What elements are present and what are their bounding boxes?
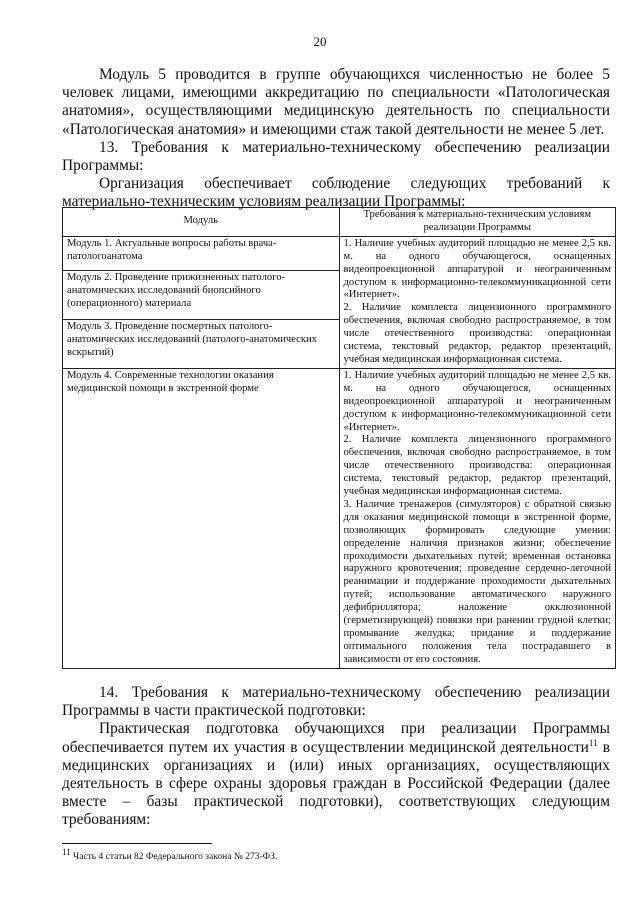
requirements-group-1 <box>339 236 616 368</box>
section14-heading: 14. Требования к материально-техническому обеспечению реализации Программы в части практической подготовки: <box>62 684 610 720</box>
lower-text-block <box>62 684 610 830</box>
requirements-table <box>62 207 616 669</box>
module-2-cell: Модуль 2. Проведение прижизненных патолого-анатомических исследований биопсийного (операционного) материала <box>63 270 340 319</box>
section14-text-before: Практическая подготовка обучающихся при реализации Программы обеспечивается путем их участия в осуществлении медицинской деятельности <box>62 720 610 756</box>
upper-text-block <box>62 66 610 212</box>
table-header-row <box>63 208 616 237</box>
footnote-marker: 11 <box>62 847 71 857</box>
header-module: Модуль <box>63 208 340 237</box>
footnote-reference[interactable]: 11 <box>588 737 598 748</box>
requirement-item: 2. Наличие комплекта лицензионного программного обеспечения, включая свободно распространяемое, в том числе отечественного производства: операционная система, текстовый редактор, редактор презентаций, учебная медицинская информационная система. <box>343 434 611 498</box>
section14-text-after: в медицинских организациях и (или) иных организациях, осуществляющих деятельность в сфере охраны здоровья граждан в Российской Федерации (далее вместе – базы практической подготовки), соответствующих следующим требованиям: <box>62 738 610 829</box>
module-4-cell: Модуль 4. Современные технологии оказания медицинской помощи в экстренной форме <box>63 368 340 668</box>
requirement-item: 3. Наличие тренажеров (симуляторов) с обратной связью для оказания медицинской помощи в экстренной форме, позволяющих формировать следующие умения: определение наличия признаков жизни; обеспечение проходимости дыхательных путей; временная остановка наружного кровотечения; проведение сердечно-легочной реанимации и поддержание проходимости дыхательных путей; использование автоматического наружного дефибриллятора; наложение окклюзионной (герметизирующей) повязки при ранении грудной клетки; промывание желудка; придание и поддержание оптимального положения тела пострадавшего в зависимости от его состояния. <box>343 498 611 665</box>
footnote-text: Часть 4 статьи 82 Федерального закона № 273-ФЗ. <box>73 852 278 863</box>
module-3-cell: Модуль 3. Проведение посмертных патолого-анатомических исследований (патолого-анатомических вскрытий) <box>63 319 340 368</box>
requirement-item: 2. Наличие комплекта лицензионного программного обеспечения, включая свободно распространяемое, в том числе отечественного производства: операционная система, текстовый редактор, редактор презентаций, учебная медицинская информационная система. <box>343 302 611 365</box>
paragraph-module5: Модуль 5 проводится в группе обучающихся численностью не более 5 человек лицами, имеющими аккредитацию по специальности «Патологическая анатомия», осуществляющими медицинскую деятельность по специальности «Патологическая анатомия» и имеющими стаж такой деятельности не менее 5 лет. <box>62 66 610 138</box>
page-number: 20 <box>313 34 327 49</box>
requirement-item: 1. Наличие учебных аудиторий площадью не менее 2,5 кв. м. на одного обучающегося, оснащенных видеопроекционной аппаратурой и неограниченным доступом к информационно-телекоммуникационной сети «Интернет». <box>343 237 611 301</box>
footnote <box>62 847 278 863</box>
module-1-cell: Модуль 1. Актуальные вопросы работы врача-патологоанатома <box>63 236 340 270</box>
footnote-divider <box>62 843 212 844</box>
section13-heading: 13. Требования к материально-техническому обеспечению реализации Программы: <box>62 138 610 175</box>
requirement-item: 1. Наличие учебных аудиторий площадью не менее 2,5 кв. м. на одного обучающегося, оснащенных видеопроекционной аппаратурой и неограниченным доступом к информационно-телекоммуникационной сети «Интернет». <box>343 369 611 433</box>
section14-paragraph <box>62 720 610 829</box>
table-row <box>63 368 616 668</box>
table-row <box>63 236 616 270</box>
header-requirements: Требования к материально-техническим условиям реализации Программы <box>339 208 616 237</box>
requirements-group-2 <box>339 368 616 668</box>
section13-intro: Организация обеспечивает соблюдение следующих требований к материально-техническим условиям реализации Программы: <box>62 175 610 211</box>
